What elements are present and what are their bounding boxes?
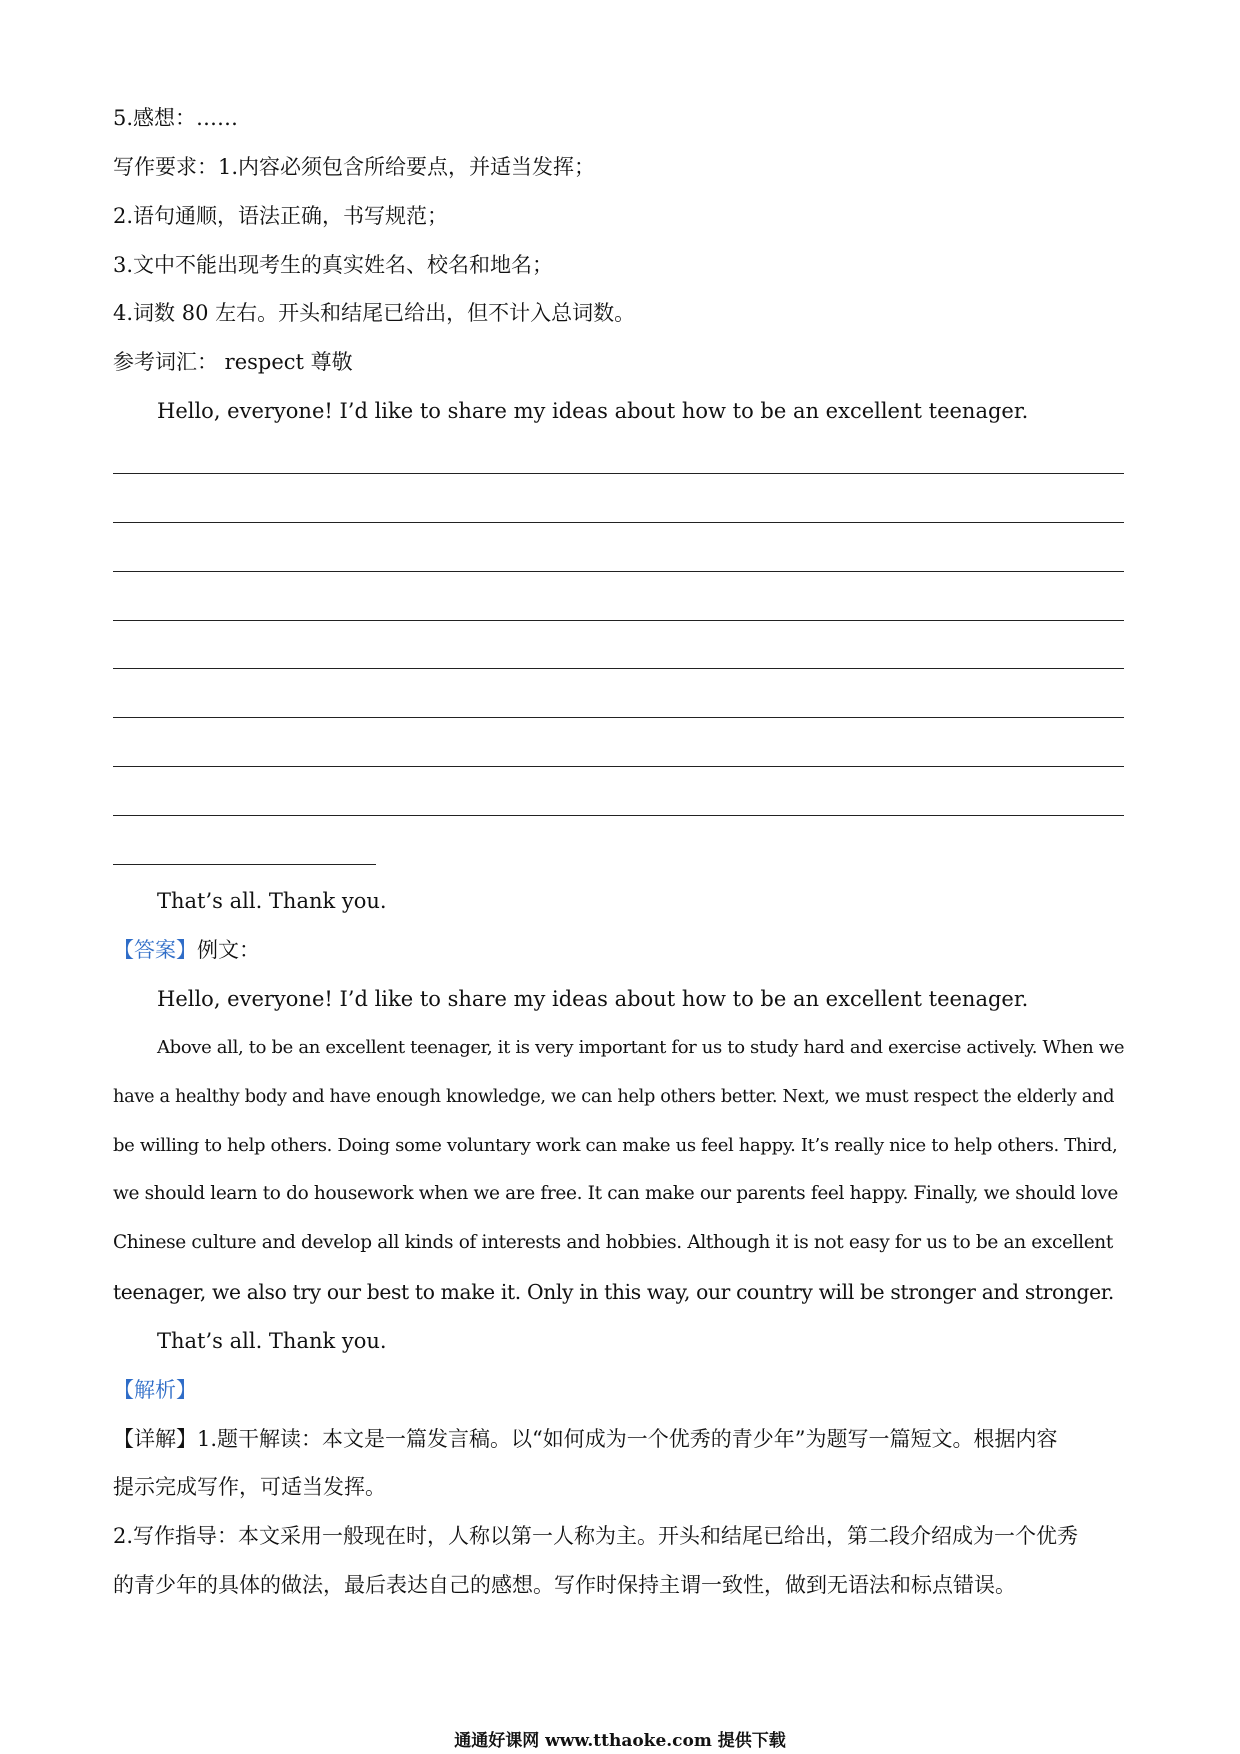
- writing-line: [113, 815, 1124, 816]
- writing-line: [113, 571, 1124, 572]
- essay-line: teenager, we also try our best to make it. Only in this way, our country will be stronger and stronger.: [113, 1280, 1114, 1304]
- answer-label: 【答案】: [113, 938, 197, 962]
- requirement-4: 4.词数 80 左右。开头和结尾已给出，但不计入总词数。: [113, 301, 636, 325]
- requirement-1: 写作要求：1.内容必须包含所给要点，并适当发挥；: [113, 155, 596, 179]
- item-5-reflection: 5.感想：……: [113, 106, 239, 130]
- requirement-3: 3.文中不能出现考生的真实姓名、校名和地名；: [113, 253, 554, 277]
- answer-label-suffix: 例文：: [197, 938, 260, 962]
- page-footer: 通通好课网 www.tthaoke.com 提供下载: [454, 1731, 786, 1751]
- analysis-label: 【解析】: [113, 1378, 197, 1402]
- essay-line: have a healthy body and have enough knowledge, we can help others better. Next, we must respect the elderly and: [113, 1087, 1115, 1107]
- writing-line: [113, 473, 1124, 474]
- essay-line: Chinese culture and develop all kinds of interests and hobbies. Although it is not easy for us to be an excellent: [113, 1232, 1113, 1253]
- prompt-opening: Hello, everyone! I’d like to share my ideas about how to be an excellent teenager.: [157, 399, 1029, 423]
- analysis-guide-line-2: 的青少年的具体的做法，最后表达自己的感想。写作时保持主谓一致性，做到无语法和标点错误。: [113, 1573, 1016, 1597]
- answer-opening: Hello, everyone! I’d like to share my ideas about how to be an excellent teenager.: [157, 987, 1029, 1011]
- essay-line: Above all, to be an excellent teenager, it is very important for us to study hard and exercise actively. When we: [157, 1037, 1125, 1058]
- writing-line-short: [113, 864, 376, 865]
- essay-line: we should learn to do housework when we are free. It can make our parents feel happy. Finally, we should love: [113, 1183, 1119, 1204]
- answer-closing: That’s all. Thank you.: [157, 1329, 387, 1353]
- requirement-2: 2.语句通顺，语法正确，书写规范；: [113, 204, 449, 228]
- writing-line: [113, 717, 1124, 718]
- essay-line: be willing to help others. Doing some voluntary work can make us feel happy. It’s really nice to help others. Third,: [113, 1135, 1118, 1156]
- analysis-guide-line-1: 2.写作指导：本文采用一般现在时，人称以第一人称为主。开头和结尾已给出，第二段介绍成为一个优秀: [113, 1524, 1079, 1548]
- reference-vocabulary: 参考词汇： respect 尊敬: [113, 350, 353, 374]
- writing-line: [113, 766, 1124, 767]
- prompt-closing: That’s all. Thank you.: [157, 889, 387, 913]
- analysis-detail-line-1: 【详解】1.题干解读：本文是一篇发言稿。以“如何成为一个优秀的青少年”为题写一篇短文。根据内容: [113, 1427, 1058, 1451]
- writing-line: [113, 668, 1124, 669]
- writing-line: [113, 522, 1124, 523]
- writing-line: [113, 620, 1124, 621]
- analysis-detail-line-2: 提示完成写作，可适当发挥。: [113, 1475, 386, 1499]
- answer-heading: [113, 936, 260, 964]
